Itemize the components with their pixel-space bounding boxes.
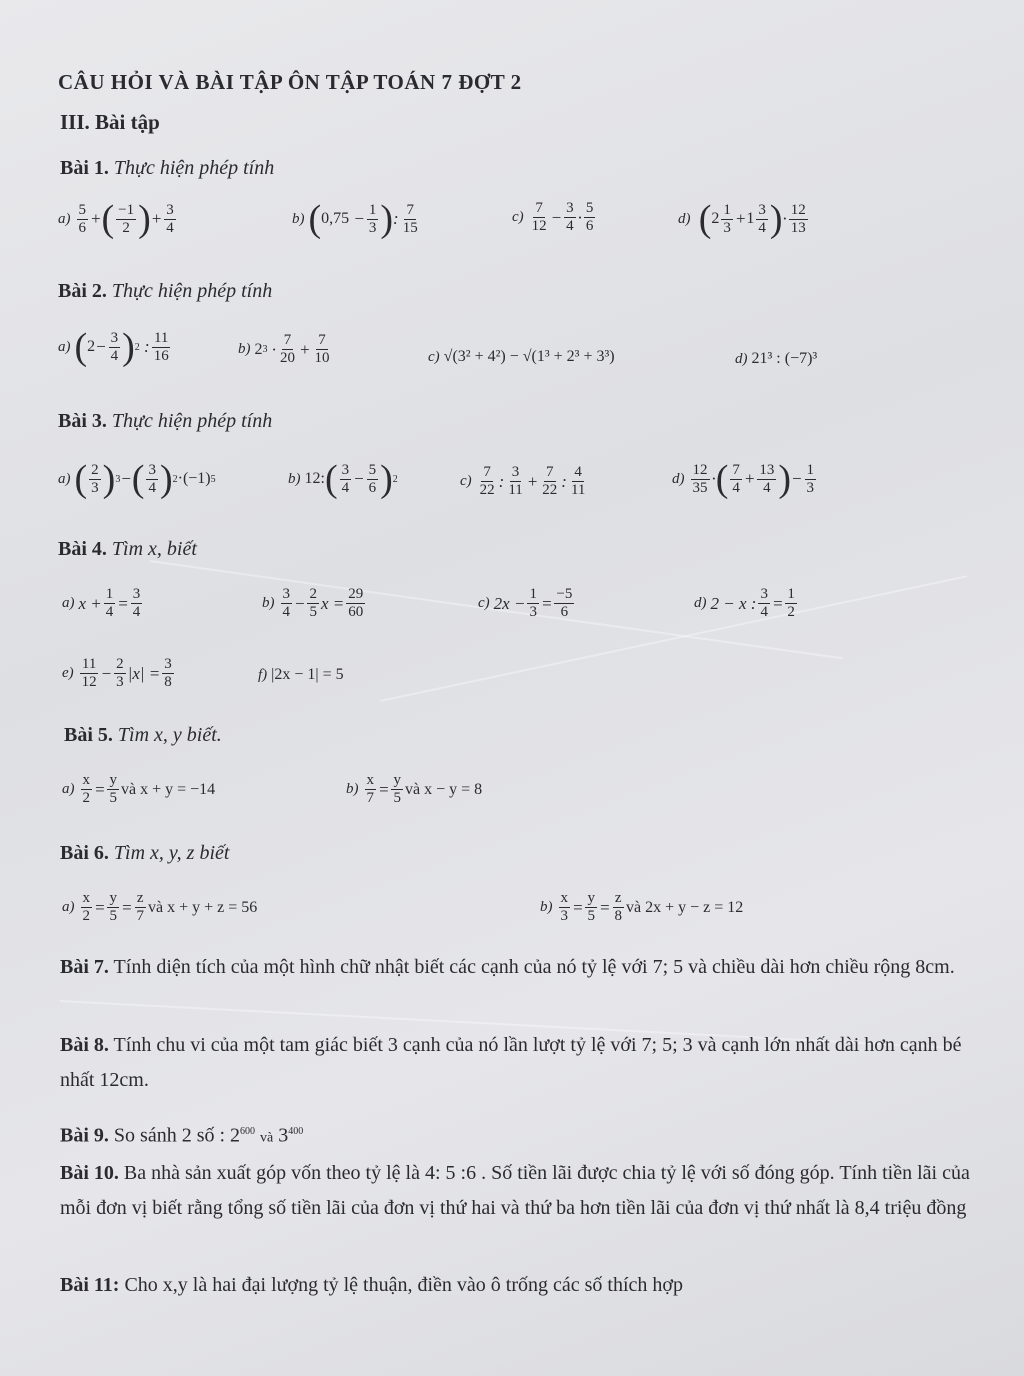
bai-4c-expression: c) 2x − $\frac{1}{3}$ = $\frac{-5}{6}$ [478, 586, 573, 620]
bai-2d-expression: d) 21³ : (−7)³ [735, 350, 818, 367]
bai-3b-expression: b) 12: ( $\frac{3}{4}$ − $\frac{5}{6}$ ) 2 [288, 458, 398, 500]
bai-2a-expression: a) ( 2 − $\frac{3}{4}$ ) 2 : $\frac{11}{16}$ [58, 326, 169, 368]
bai-1b-expression: b) ( 0,75 − $\frac{1}{3}$ ) : $\frac{7}{15}$ [292, 198, 418, 240]
bai-4e-expression: e) $\frac{11}{12}$ − $\frac{2}{3}$ |x| = $\frac{3}{8}$ [62, 656, 172, 690]
bai-6-heading: Bài 6. Tìm x, y, z biết [60, 842, 230, 864]
bai-3d-expression: d) $\frac{12}{35}$ · ( $\frac{7}{4}$ + $\frac{13}{4}$ ) − $\frac{1}{3}$ [672, 458, 815, 500]
bai-4d-expression: d) 2 − x : $\frac{3}{4}$ = $\frac{1}{2}$ [694, 586, 795, 620]
bai-9-paragraph: Bài 9. So sánh 2 số : $2^{600}$ và $3^{400}$ [60, 1124, 304, 1147]
bai-5-heading: Bài 5. Tìm x, y biết. [64, 724, 222, 746]
paper-crease [380, 575, 967, 702]
bai-8-paragraph: Bài 8. Tính chu vi của một tam giác biết 3 cạnh của nó lần lượt tỷ lệ với 7; 5; 3 và cạnh lớn nhất dài hơn cạnh bé nhất 12cm. [60, 1034, 962, 1091]
bai-6a-expression: a) $\frac{x}{2}$ = $\frac{y}{5}$ = $\frac{z}{7}$ và x + y + z = 56 [62, 890, 258, 924]
bai-5a-expression: a) $\frac{x}{2}$ = $\frac{y}{5}$ và x + y = −14 [62, 772, 216, 806]
bai-2-heading: Bài 2. Thực hiện phép tính [58, 280, 273, 302]
bai-5b-expression: b) $\frac{x}{7}$ = $\frac{y}{5}$ và x − y = 8 [346, 772, 483, 806]
bai-4b-expression: b) $\frac{3}{4}$ − $\frac{2}{5}$ x = $\frac{29}{60}$ [262, 586, 364, 620]
bai-6b-expression: b) $\frac{x}{3}$ = $\frac{y}{5}$ = $\frac{z}{8}$ và 2x + y − z = 12 [540, 890, 744, 924]
bai-1c-expression: c) $\frac{7}{12}$ − $\frac{3}{4}$ · $\frac{5}{6}$ [512, 200, 594, 234]
bai-2b-expression: b) 2 3 · $\frac{7}{20}$ + $\frac{7}{10}$ [238, 332, 330, 366]
bai-3-heading: Bài 3. Thực hiện phép tính [58, 410, 273, 432]
bai-4f-expression: f) |2x − 1| = 5 [258, 666, 344, 683]
bai-1d-expression: d) ( 2 $\frac{1}{3}$ + 1 $\frac{3}{4}$ ) · $\frac{12}{13}$ [678, 198, 806, 240]
bai-4a-expression: a) x + $\frac{1}{4}$ = $\frac{3}{4}$ [62, 586, 141, 620]
bai-1-heading: Bài 1. Thực hiện phép tính [60, 157, 275, 179]
page-title: CÂU HỎI VÀ BÀI TẬP ÔN TẬP TOÁN 7 ĐỢT 2 [58, 70, 522, 94]
bai-7-paragraph: Bài 7. Tính diện tích của một hình chữ nhật biết các cạnh của nó tỷ lệ với 7; 5 và chiều dài hơn chiều rộng 8cm. [60, 956, 955, 978]
bai-10-paragraph: Bài 10. Ba nhà sản xuất góp vốn theo tỷ lệ là 4: 5 :6 . Số tiền lãi được chia tỷ lệ với số đóng góp. Tính tiền lãi của mỗi đơn vị biết rằng tổng số tiền lãi của đơn vị thứ hai và thứ ba hơn tiền lãi của đơn vị thứ nhất là 8,4 triệu đồng [60, 1162, 970, 1219]
bai-3c-expression: c) $\frac{7}{22}$ : $\frac{3}{11}$ + $\frac{7}{22}$ : $\frac{4}{11}$ [460, 464, 586, 498]
bai-4-heading: Bài 4. Tìm x, biết [58, 538, 197, 560]
section-heading: III. Bài tập [60, 110, 160, 134]
bai-2c-expression: c) √(3² + 4²) − √(1³ + 2³ + 3³) [428, 348, 615, 365]
bai-3a-expression: a) ( $\frac{2}{3}$ ) 3 − ( $\frac{3}{4}$ ) 2 ·(−1) 5 [58, 458, 216, 500]
bai-1a-expression: a) $\frac{5}{6}$ + ( $\frac{-1}{2}$ ) + $\frac{3}{4}$ [58, 198, 174, 240]
bai-11-paragraph: Bài 11: Cho x,y là hai đại lượng tỷ lệ thuận, điền vào ô trống các số thích hợp [60, 1274, 683, 1296]
